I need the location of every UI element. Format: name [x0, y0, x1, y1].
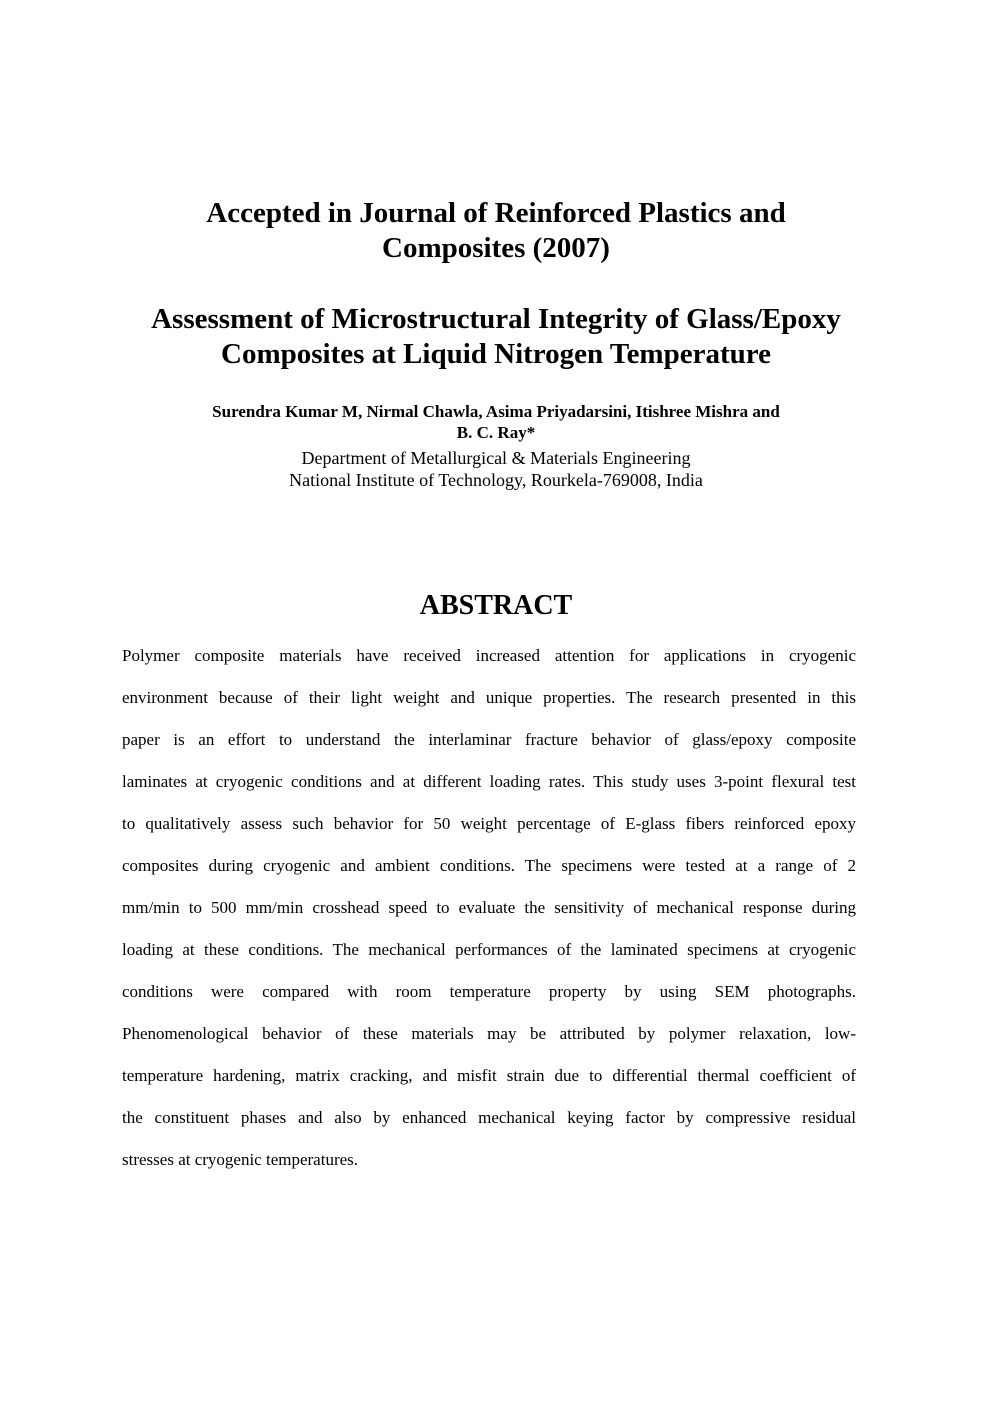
- acceptance-note: [0, 196, 992, 266]
- abstract-line: environment because of their light weight and unique properties. The research presented in this: [122, 688, 856, 707]
- title-line: Assessment of Microstructural Integrity of Glass/Epoxy: [151, 303, 841, 335]
- abstract-line: mm/min to 500 mm/min crosshead speed to evaluate the sensitivity of mechanical response during: [122, 898, 856, 917]
- paper-title: [0, 302, 992, 372]
- abstract-line: temperature hardening, matrix cracking, and misfit strain due to differential thermal coefficient of: [122, 1066, 856, 1085]
- abstract-line: the constituent phases and also by enhanced mechanical keying factor by compressive residual: [122, 1108, 856, 1127]
- abstract-line: to qualitatively assess such behavior for 50 weight percentage of E-glass fibers reinforced epoxy: [122, 814, 856, 833]
- author-line: Surendra Kumar M, Nirmal Chawla, Asima Priyadarsini, Itishree Mishra and: [212, 402, 780, 421]
- abstract-line: paper is an effort to understand the interlaminar fracture behavior of glass/epoxy composite: [122, 730, 856, 749]
- abstract-line: conditions were compared with room temperature property by using SEM photographs.: [122, 982, 856, 1001]
- abstract-body: [122, 646, 856, 1192]
- abstract-heading: ABSTRACT: [419, 590, 573, 621]
- abstract-line: Phenomenological behavior of these materials may be attributed by polymer relaxation, low-: [122, 1024, 856, 1043]
- affiliation: [0, 447, 992, 491]
- acceptance-line: Accepted in Journal of Reinforced Plastics and: [206, 197, 786, 229]
- affiliation-line: National Institute of Technology, Rourkela-769008, India: [289, 470, 703, 490]
- abstract-line: laminates at cryogenic conditions and at different loading rates. This study uses 3-point flexural test: [122, 772, 856, 791]
- abstract-line: composites during cryogenic and ambient conditions. The specimens were tested at a range of 2: [122, 856, 856, 875]
- abstract-line: stresses at cryogenic temperatures.: [122, 1150, 359, 1169]
- abstract-line: Polymer composite materials have received increased attention for applications in cryogenic: [122, 646, 856, 665]
- title-line: Composites at Liquid Nitrogen Temperature: [221, 338, 771, 370]
- abstract-line: loading at these conditions. The mechanical performances of the laminated specimens at cryogenic: [122, 940, 856, 959]
- author-line: B. C. Ray*: [456, 423, 536, 442]
- authors: [0, 401, 992, 443]
- affiliation-line: Department of Metallurgical & Materials Engineering: [301, 448, 691, 468]
- acceptance-line: Composites (2007): [382, 232, 610, 264]
